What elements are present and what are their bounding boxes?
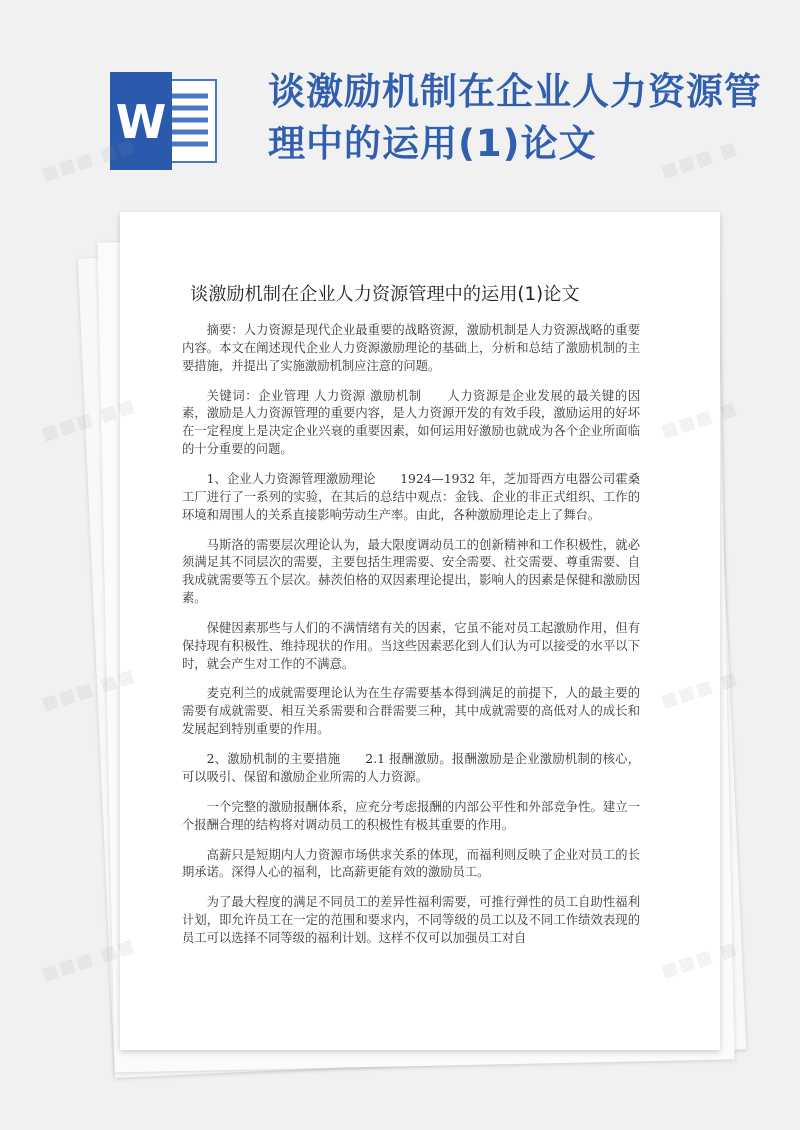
paragraph-abstract: 摘要：人力资源是现代企业最重要的战略资源，激励机制是人力资源战略的重要内容。本文在阐述现代企业人力资源激励理论的基础上，分析和总结了激励机制的主要措施，并提出了实施激励机制应注意的问题。 — [182, 323, 640, 373]
paragraph-reward-system: 一个完整的激励报酬体系，应充分考虑报酬的内部公平性和外部竞争性。建立一个报酬合理的结构将对调动员工的积极性有极其重要的作用。 — [182, 799, 640, 832]
paragraph-flexible-welfare: 为了最大程度的满足不同员工的差异性福利需要，可推行弹性的员工自助性福利计划，即允许员工在一定的范围和要求内，不同等级的员工以及不同工作绩效表现的员工可以选择不同等级的福利计划。这样不仅可以加强员工对自 — [182, 895, 640, 945]
paragraph-section-2: 2、激励机制的主要措施 2.1 报酬激励。报酬激励是企业激励机制的核心，可以吸引、保留和激励企业所需的人力资源。 — [182, 752, 640, 784]
paragraph-keywords: 关键词：企业管理 人力资源 激励机制 人力资源是企业发展的最关键的因素，激励是人力资源管理的重要内容，是人力资源开发的有效手段，激励运用的好坏在一定程度上是决定企业兴衰的重要因素，如何运用好激励也就成为各个企业所面临的十分重要的问题。 — [182, 388, 640, 456]
watermark-mark: ▦▦▦ ▦ — [658, 138, 741, 182]
paragraph-salary-welfare: 高薪只是短期内人力资源市场供求关系的体现，而福利则反映了企业对员工的长期承诺。深得人心的福利，比高薪更能有效的激励员工。 — [182, 847, 640, 880]
watermark-mark: ▦▦▦ ▦▦ — [39, 135, 139, 185]
watermark-mark: ▦▦▦ — [39, 408, 98, 445]
document-page — [120, 212, 720, 1050]
watermark-mark: ▦ — [717, 398, 741, 423]
document-body — [182, 322, 640, 948]
paragraph-maslow: 马斯洛的需要层次理论认为，最大限度调动员工的创新精神和工作积极性，就必须满足其不同层次的需要，主要包括生理需要、安全需要、社交需要、尊重需要、自我成就需要等五个层次。赫茨伯格的双因素理论提出，影响人的因素是保健和激励因素。 — [182, 537, 640, 605]
paragraph-section-1: 1、企业人力资源管理激励理论 1924—1932 年，芝加哥西方电器公司霍桑工厂进行了一系列的实验，在其后的总结中观点：金钱、企业的非正式组织、工作的环境和周围人的关系直接影响劳动生产率。由此，各种激励理论走上了舞台。 — [182, 471, 640, 522]
header-title: 谈激励机制在企业人力资源管理中的运用(1)论文 — [268, 70, 762, 165]
word-logo-letter: W — [115, 95, 167, 149]
paragraph-hygiene: 保健因素那些与人们的不满情绪有关的因素，它虽不能对员工起激励作用，但有保持现有积极性、维持现状的作用。当这些因素恶化到人们认为可以接受的水平以下时，就会产生对工作的不满意。 — [182, 620, 640, 671]
document-title: 谈激励机制在企业人力资源管理中的运用(1)论文 — [190, 284, 580, 305]
watermark-mark: ▦▦▦ ▦▦ — [39, 665, 139, 715]
word-document-icon — [110, 72, 220, 170]
watermark-mark: ▦▦▦ ▦▦ — [39, 935, 139, 985]
paragraph-mcclelland: 麦克利兰的成就需要理论认为在生存需要基本得到满足的前提下，人的最主要的需要有成就需要、相互关系需要和合群需要三种，其中成就需要的高低对人的成长和发展起到特别重要的作用。 — [182, 686, 640, 737]
